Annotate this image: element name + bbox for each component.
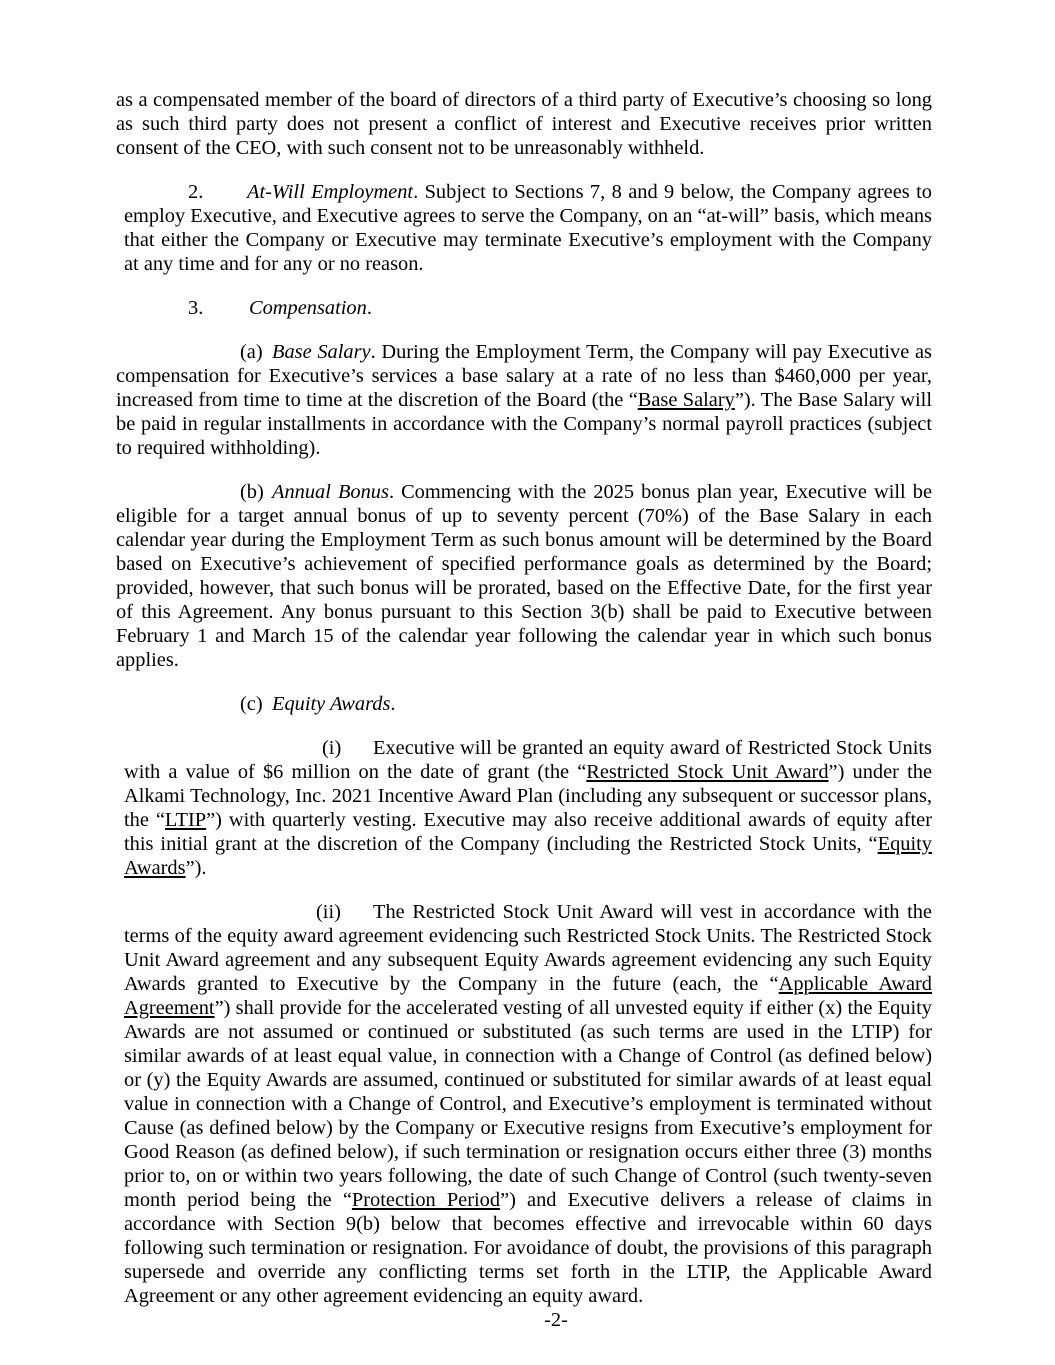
item-ii-text: ”) and Executive delivers a release of claims in accordance with Section 9(b) below that becomes effective and irrevocable within 60 days following such termination or resignation. For avoidance of doubt, the provisions of this paragraph supersede and override any conflicting terms set forth in the LTIP, the Applicable Award Agreement or any other agreement evidencing an equity award.: [124, 1189, 933, 1307]
section-3-compensation: [124, 296, 932, 320]
section-3c-item-i: [124, 736, 932, 880]
page-body: [0, 88, 1055, 1332]
page-number: -2-: [544, 1309, 568, 1331]
section-3c-equity-awards: [116, 692, 932, 716]
defined-term-ltip: LTIP: [164, 809, 207, 831]
item-i-text: ”).: [185, 857, 207, 879]
section-3b-annual-bonus: [116, 480, 932, 672]
intro-paragraph: [116, 88, 932, 160]
section-3-heading-period: .: [366, 297, 372, 319]
section-3c-label: (c): [240, 693, 263, 715]
section-3a-text: ”). The Base Salary will be paid in regular installments in accordance with the Company’s normal payroll practices (subject to required withholding).: [116, 389, 932, 459]
section-3a-text: . During the Employment Term, the Company will pay Executive as compensation for Executive’s services a base salary at a rate of no less than $460,000 per year, increased from time to time at the discretion of the Board (the “: [116, 341, 932, 411]
item-ii-label: (ii): [316, 901, 341, 923]
section-3b-label: (b): [240, 481, 264, 503]
section-2-heading: At-Will Employment: [247, 181, 414, 203]
section-2-at-will-employment: [124, 180, 932, 276]
section-2-number: 2.: [188, 181, 204, 203]
item-i-text: ”) under the Alkami Technology, Inc. 2021 Incentive Award Plan (including any subsequent or successor plans, the “: [124, 761, 932, 831]
section-3a-base-salary: [116, 340, 932, 460]
section-3b-heading: Annual Bonus: [272, 481, 389, 503]
section-3a-heading: Base Salary: [272, 341, 371, 363]
item-i-text: ”) with quarterly vesting. Executive may also receive additional awards of equity after this initial grant at the discretion of the Company (including the Restricted Stock Units, “: [124, 809, 932, 855]
section-3-heading: Compensation: [249, 297, 367, 319]
section-3c-heading-period: .: [390, 693, 396, 715]
intro-paragraph-text: as a compensated member of the board of directors of a third party of Executive’s choosing so long as such third party does not present a conflict of interest and Executive receives prior written consent of the CEO, with such consent not to be unreasonably withheld.: [116, 89, 932, 159]
item-i-label: (i): [322, 737, 342, 759]
item-ii-text: ”) shall provide for the accelerated vesting of all unvested equity if either (x) the Equity Awards are not assumed or continued or substituted (as such terms are used in the LTIP) for similar awards of at least equal value, in connection with a Change of Control (as defined below) or (y) the Equity Awards are assumed, continued or substituted for similar awards of at least equal value in connection with a Change of Control, and Executive’s employment is terminated without Cause (as defined below) by the Company or Executive resigns from Executive’s employment for Good Reason (as defined below), if such termination or resignation occurs either three (3) months prior to, on or within two years following, the date of such Change of Control (such twenty-seven month period being the “: [124, 997, 932, 1211]
section-3c-item-ii: [124, 900, 932, 1308]
section-3a-label: (a): [240, 341, 263, 363]
item-i-text: Executive will be granted an equity award of Restricted Stock Units with a value of $6 million on the date of grant (the “: [124, 737, 932, 783]
defined-term-equity-awards: Equity Awards: [124, 833, 932, 879]
defined-term-restricted-stock-unit-award: Restricted Stock Unit Award: [586, 761, 829, 783]
section-3-number: 3.: [188, 297, 204, 319]
defined-term-protection-period: Protection Period: [351, 1189, 501, 1211]
section-3c-heading: Equity Awards: [272, 693, 391, 715]
defined-term-applicable-award-agreement: Applicable Award Agreement: [124, 973, 932, 1019]
defined-term-base-salary: Base Salary: [637, 389, 735, 411]
item-ii-text: The Restricted Stock Unit Award will vest in accordance with the terms of the equity award agreement evidencing such Restricted Stock Units. The Restricted Stock Unit Award agreement and any subsequent Equity Awards agreement evidencing any such Equity Awards granted to Executive by the Company in the future (each, the “: [124, 901, 932, 995]
section-3b-body: . Commencing with the 2025 bonus plan year, Executive will be eligible for a target annual bonus of up to seventy percent (70%) of the Base Salary in each calendar year during the Employment Term as such bonus amount will be determined by the Board based on Executive’s achievement of specified performance goals as determined by the Board; provided, however, that such bonus will be prorated, based on the Effective Date, for the first year of this Agreement. Any bonus pursuant to this Section 3(b) shall be paid to Executive between February 1 and March 15 of the calendar year following the calendar year in which such bonus applies.: [116, 481, 932, 671]
section-2-body: . Subject to Sections 7, 8 and 9 below, the Company agrees to employ Executive, and Executive agrees to serve the Company, on an “at-will” basis, which means that either the Company or Executive may terminate Executive’s employment with the Company at any time and for any or no reason.: [124, 181, 932, 275]
